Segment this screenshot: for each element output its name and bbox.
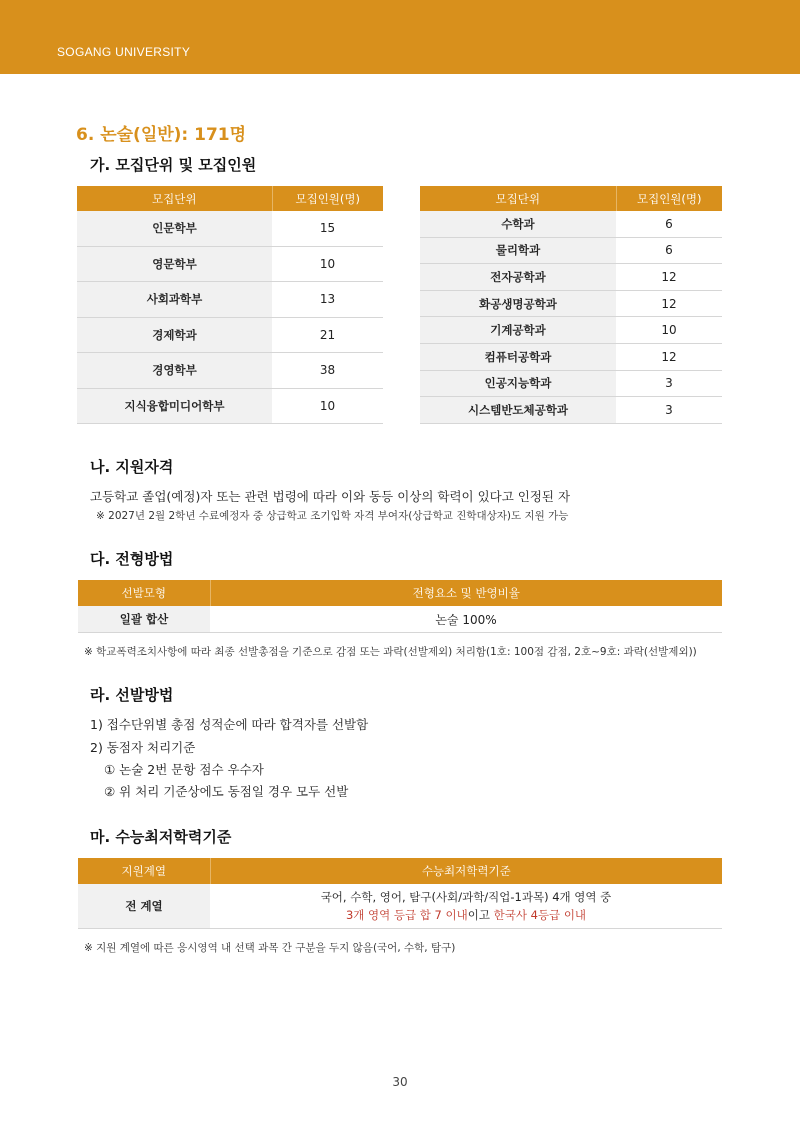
quota-table-left	[77, 186, 383, 424]
unit-cell: 경제학과	[77, 317, 272, 353]
tie-break-item: ① 논술 2번 문항 점수 우수자	[104, 762, 264, 777]
model-cell: 일괄 합산	[78, 606, 210, 633]
page-number: 30	[392, 1075, 408, 1089]
column-header-criteria: 수능최저학력기준	[210, 858, 722, 884]
eligibility-note: ※ 2027년 2월 2학년 수료예정자 중 상급학교 조기입학 자격 부여자(상급학교 진학대상자)도 지원 가능	[96, 510, 569, 522]
unit-cell: 지식융합미디어학부	[77, 388, 272, 424]
unit-cell: 컴퓨터공학과	[420, 343, 616, 370]
unit-cell: 경영학부	[77, 353, 272, 389]
minimum-score-note: ※ 지원 계열에 따른 응시영역 내 선택 과목 간 구분을 두지 않음(국어, 수학, 탐구)	[84, 942, 456, 954]
eligibility-text: 고등학교 졸업(예정)자 또는 관련 법령에 따라 이와 동등 이상의 학력이 있다고 인정된 자	[90, 489, 571, 504]
selection-item: 1) 접수단위별 총점 성적순에 따라 합격자를 선발함	[90, 717, 369, 732]
selection-method-table	[78, 580, 722, 633]
count-cell: 12	[616, 264, 722, 291]
minimum-score-table	[78, 858, 722, 929]
unit-cell: 사회과학부	[77, 282, 272, 318]
count-cell: 6	[616, 237, 722, 264]
unit-cell: 물리학과	[420, 237, 616, 264]
table-row	[78, 606, 722, 633]
table-row	[77, 282, 383, 318]
unit-cell: 기계공학과	[420, 317, 616, 344]
count-cell: 3	[616, 370, 722, 397]
tie-break-item: ② 위 처리 기준상에도 동점일 경우 모두 선발	[104, 784, 349, 799]
subsection-da-title: 다. 전형방법	[90, 550, 174, 568]
column-header-count: 모집인원(명)	[272, 186, 383, 211]
table-row	[420, 211, 722, 237]
count-cell: 3	[616, 397, 722, 424]
unit-cell: 시스템반도체공학과	[420, 397, 616, 424]
count-cell: 10	[272, 246, 383, 282]
grade-sum-condition: 3개 영역 등급 합 7 이내	[345, 908, 468, 922]
column-header-unit: 모집단위	[420, 186, 616, 211]
header-band	[0, 0, 800, 74]
school-violence-note: ※ 학교폭력조치사항에 따라 최종 선발총점을 기준으로 감점 또는 과락(선발제외) 처리함(1호: 100점 감점, 2호~9호: 과락(선발제외))	[84, 646, 697, 658]
table-row	[420, 237, 722, 264]
column-header-unit: 모집단위	[77, 186, 272, 211]
table-row	[420, 290, 722, 317]
table-row	[77, 317, 383, 353]
table-row	[420, 317, 722, 344]
count-cell: 15	[272, 211, 383, 246]
table-row	[420, 343, 722, 370]
count-cell: 10	[616, 317, 722, 344]
table-row	[78, 884, 722, 929]
criteria-connector: 이고	[467, 908, 494, 922]
unit-cell: 전자공학과	[420, 264, 616, 291]
selection-item: 2) 동점자 처리기준	[90, 740, 196, 755]
subsection-ma-title: 마. 수능최저학력기준	[90, 828, 232, 846]
count-cell: 38	[272, 353, 383, 389]
column-header-count: 모집인원(명)	[616, 186, 722, 211]
column-header-field: 지원계열	[78, 858, 210, 884]
criteria-line-2	[210, 906, 722, 924]
table-row	[420, 264, 722, 291]
table-row	[420, 370, 722, 397]
unit-cell: 인문학부	[77, 211, 272, 246]
unit-cell: 수학과	[420, 211, 616, 237]
count-cell: 12	[616, 343, 722, 370]
table-row	[77, 246, 383, 282]
count-cell: 13	[272, 282, 383, 318]
ratio-cell: 논술 100%	[210, 606, 722, 633]
table-row	[77, 353, 383, 389]
count-cell: 21	[272, 317, 383, 353]
column-header-ratio: 전형요소 및 반영비율	[210, 580, 722, 606]
criteria-cell	[210, 884, 722, 929]
count-cell: 12	[616, 290, 722, 317]
count-cell: 10	[272, 388, 383, 424]
subsection-ga-title: 가. 모집단위 및 모집인원	[90, 156, 257, 174]
unit-cell: 인공지능학과	[420, 370, 616, 397]
section-title: 6. 논술(일반): 171명	[76, 125, 247, 145]
criteria-line-1: 국어, 수학, 영어, 탐구(사회/과학/직업-1과목) 4개 영역 중	[320, 890, 612, 904]
subsection-ra-title: 라. 선발방법	[90, 686, 174, 704]
table-row	[420, 397, 722, 424]
field-cell: 전 계열	[78, 884, 210, 929]
unit-cell: 화공생명공학과	[420, 290, 616, 317]
column-header-model: 선발모형	[78, 580, 210, 606]
university-name: SOGANG UNIVERSITY	[57, 45, 191, 59]
count-cell: 6	[616, 211, 722, 237]
table-row	[77, 211, 383, 246]
table-row	[77, 388, 383, 424]
quota-table-right	[420, 186, 722, 424]
subsection-na-title: 나. 지원자격	[90, 458, 174, 476]
korean-history-condition: 한국사 4등급 이내	[493, 908, 587, 922]
unit-cell: 영문학부	[77, 246, 272, 282]
